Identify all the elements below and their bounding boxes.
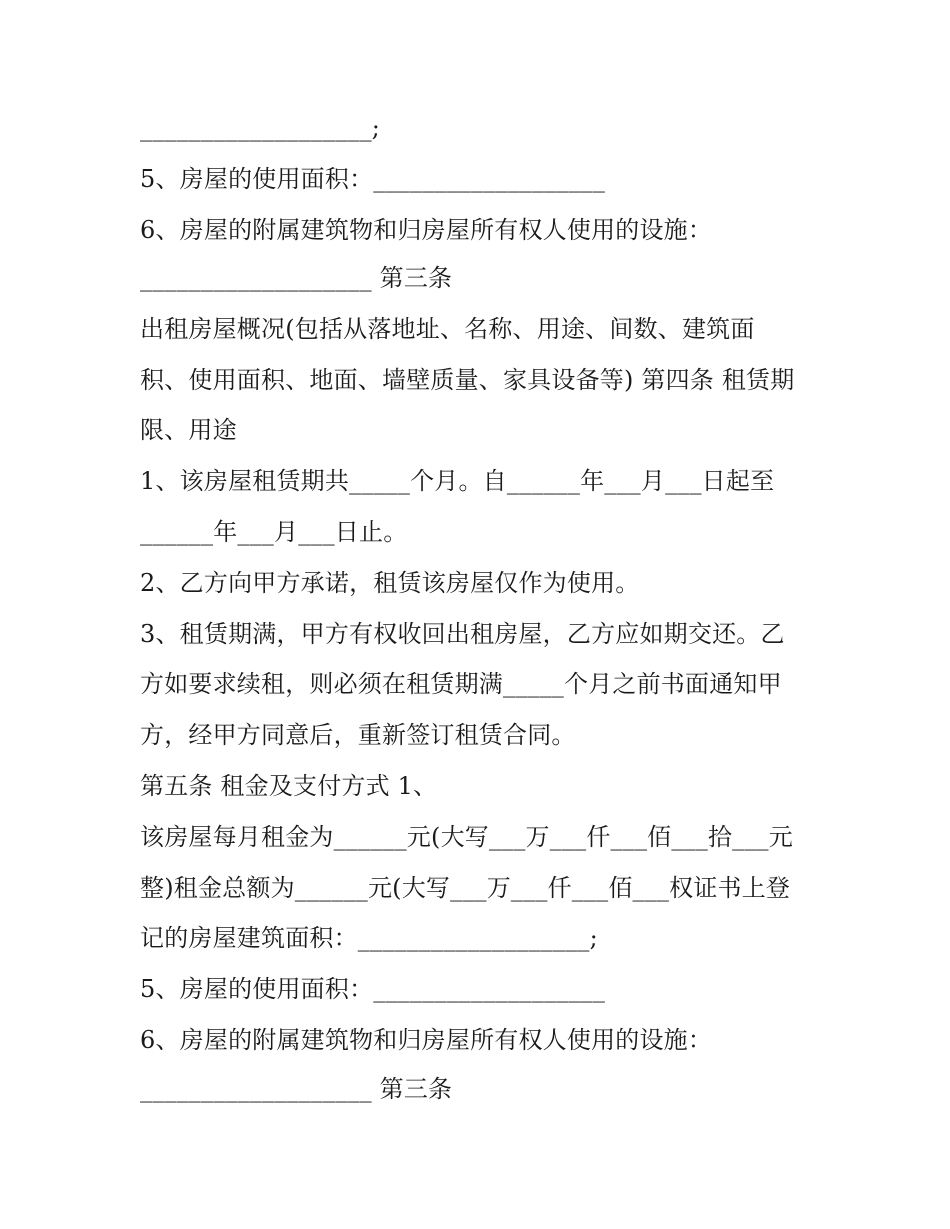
text-line: 记的房屋建筑面积：___________________; [140, 924, 598, 952]
text-line: 方，经甲方同意后，重新签订租赁合同。 [140, 721, 576, 749]
text-line: 该房屋每月租金为______元(大写___万___仟___佰___拾___元 [140, 823, 793, 851]
text-line: ___________________ 第三条 [140, 1075, 453, 1103]
text-line: ___________________ 第三条 [140, 264, 453, 292]
text-line: 整)租金总额为______元(大写___万___仟___佰___权证书上登 [140, 874, 791, 902]
text-line: 5、房屋的使用面积：___________________ [140, 165, 606, 193]
text-line: ______年___月___日止。 [140, 518, 408, 546]
text-line: ___________________; [140, 114, 381, 142]
text-line: 积、使用面积、地面、墙壁质量、家具设备等) 第四条 租赁期 [140, 366, 795, 394]
text-line: 第五条 租金及支付方式 1、 [140, 772, 438, 800]
text-line: 5、房屋的使用面积：___________________ [140, 975, 606, 1003]
text-line: 方如要求续租，则必须在租赁期满_____个月之前书面通知甲 [140, 670, 782, 698]
text-line: 6、房屋的附属建筑物和归房屋所有权人使用的设施： [140, 216, 713, 244]
text-line: 限、用途 [140, 416, 237, 444]
text-line: 6、房屋的附属建筑物和归房屋所有权人使用的设施： [140, 1026, 713, 1054]
text-line: 2、乙方向甲方承诺，租赁该房屋仅作为使用。 [140, 569, 640, 597]
text-line: 3、租赁期满，甲方有权收回出租房屋，乙方应如期交还。乙 [140, 620, 785, 648]
text-line: 出租房屋概况(包括从落地址、名称、用途、间数、建筑面 [140, 315, 755, 343]
text-line: 1、该房屋租赁期共_____个月。自______年___月___日起至 [140, 467, 775, 495]
